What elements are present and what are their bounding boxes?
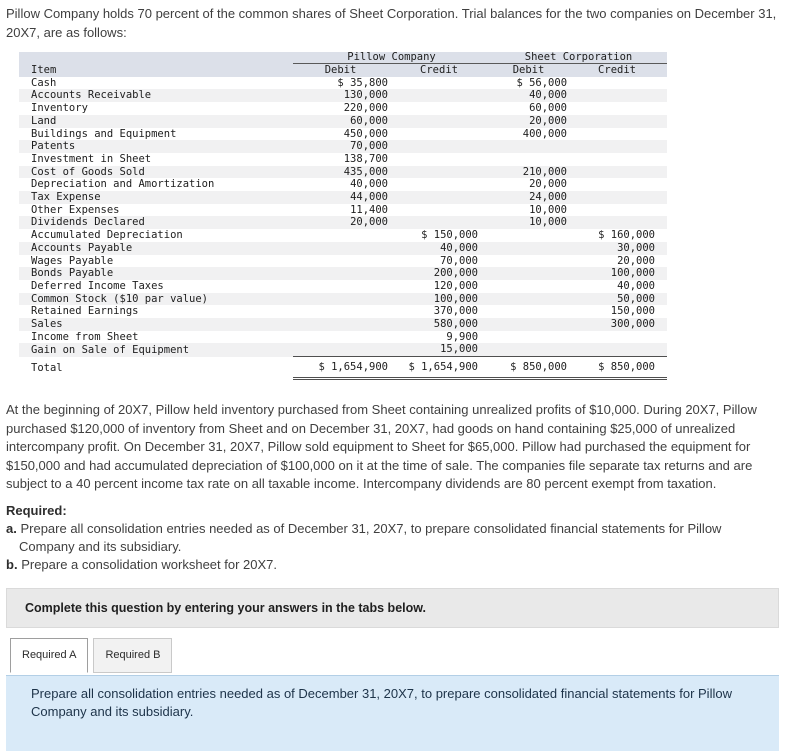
total-row [19,357,667,379]
amount-cell: 11,400 [350,203,388,216]
amount-cell [400,216,490,229]
tab-required-a[interactable] [10,638,88,673]
table-row [19,115,667,128]
amount-cell: 100,000 [610,267,656,280]
amount-cell [400,166,490,179]
amount-cell: 40,000 [350,178,388,191]
tab-panel-text: Prepare all consolidation entries needed as of December 31, 20X7, to prepare consolidated financial statements for Pillow Company and its subsidiary. [31,685,732,719]
item-cell: Inventory [31,102,88,115]
table-row [19,242,667,255]
amount-cell [490,153,579,166]
amount-cell: 370,000 [433,305,479,318]
amount-cell [293,293,400,306]
amount-cell: 400,000 [522,127,568,140]
amount-cell [579,331,667,344]
amount-cell [579,153,667,166]
amount-cell: 24,000 [529,191,568,204]
trial-balance-table-wrapper [19,52,779,380]
amount-cell [490,140,579,153]
total-pillow-credit: $ 1,654,900 [400,357,490,379]
amount-cell: 450,000 [343,127,388,140]
amount-cell [293,255,400,268]
item-cell: Wages Payable [31,254,114,267]
amount-cell: 210,000 [522,165,568,178]
amount-cell [400,115,490,128]
table-row [19,204,667,217]
amount-cell [490,242,579,255]
table-row [19,293,667,306]
amount-cell: 20,000 [350,216,388,229]
amount-cell: 120,000 [433,279,479,292]
amount-cell [293,343,400,356]
amount-cell [490,318,579,331]
item-cell: Dividends Declared [31,216,145,229]
amount-cell [579,178,667,191]
item-cell: Investment in Sheet [31,152,152,165]
amount-cell: 130,000 [343,89,388,102]
item-cell: Cost of Goods Sold [31,165,145,178]
trial-balance-table [19,52,667,380]
amount-cell [579,89,667,102]
amount-cell: $ 160,000 [598,229,656,242]
amount-cell [400,102,490,115]
amount-cell [293,267,400,280]
table-row [19,102,667,115]
item-cell: Cash [31,76,57,89]
table-row [19,153,667,166]
instruction-box [6,588,779,628]
required-section [6,502,779,574]
group-header-pillow: Pillow Company [293,52,490,64]
amount-cell [400,128,490,141]
item-cell: Accumulated Depreciation [31,229,183,242]
total-sheet-credit: $ 850,000 [579,357,667,379]
amount-cell: 60,000 [350,114,388,127]
table-row [19,331,667,344]
amount-cell [579,191,667,204]
table-row [19,89,667,102]
amount-cell: 40,000 [440,241,479,254]
amount-cell: 9,900 [446,330,479,343]
tab-panel-instruction [6,675,779,751]
amount-cell [293,318,400,331]
trial-balance-rows [19,77,667,357]
column-header-sheet-credit: Credit [598,64,636,76]
item-cell: Bonds Payable [31,267,114,280]
amount-cell: 580,000 [433,318,479,331]
amount-cell: 30,000 [617,241,656,254]
column-header-item: Item [31,63,57,76]
amount-cell [490,229,579,242]
required-item-a-text: Prepare all consolidation entries needed as of December 31, 20X7, to prepare consolidated financial statements for Pillow Company and its subsidiary. [19,520,722,554]
amount-cell: 40,000 [617,279,656,292]
required-item-b-marker: b. [6,556,18,572]
tab-required-a-label: Required A [22,649,77,662]
amount-cell [293,305,400,318]
amount-cell: 20,000 [617,254,656,267]
tab-required-b[interactable] [93,638,172,673]
table-row [19,229,667,242]
amount-cell: 435,000 [343,165,388,178]
amount-cell [579,77,667,90]
item-cell: Accounts Receivable [31,89,152,102]
group-header-sheet: Sheet Corporation [490,52,667,64]
table-row [19,128,667,141]
amount-cell: $ 56,000 [516,76,568,89]
amount-cell [400,77,490,90]
amount-cell: 150,000 [610,305,656,318]
item-cell: Accounts Payable [31,241,133,254]
item-cell: Gain on Sale of Equipment [31,343,190,356]
total-label: Total [31,361,63,374]
column-header-row [19,64,667,77]
table-row [19,191,667,204]
item-cell: Land [31,114,57,127]
group-header-spacer [19,52,293,64]
amount-cell [490,293,579,306]
amount-cell [400,140,490,153]
amount-cell [400,204,490,217]
amount-cell [490,331,579,344]
instruction-box-text: Complete this question by entering your answers in the tabs below. [25,600,426,615]
amount-cell: 100,000 [433,292,479,305]
item-cell: Retained Earnings [31,305,139,318]
amount-cell: 70,000 [440,254,479,267]
table-row [19,343,667,356]
required-item-a [6,520,779,556]
amount-cell [490,343,579,356]
table-row [19,77,667,90]
amount-cell [490,267,579,280]
amount-cell: 50,000 [617,292,656,305]
amount-cell [490,280,579,293]
amount-cell [293,229,400,242]
amount-cell: 70,000 [350,140,388,153]
tab-bar [10,638,779,673]
item-cell: Other Expenses [31,203,120,216]
column-header-sheet-debit: Debit [512,64,545,76]
table-row [19,166,667,179]
column-header-pillow-debit: Debit [324,64,357,76]
table-row [19,140,667,153]
amount-cell: 220,000 [343,102,388,115]
amount-cell [579,102,667,115]
amount-cell: 60,000 [529,102,568,115]
amount-cell: $ 35,800 [337,76,388,89]
amount-cell: 138,700 [343,152,388,165]
page [6,4,779,751]
amount-cell: 15,000 [440,343,479,356]
table-row [19,280,667,293]
table-row [19,178,667,191]
amount-cell: $ 150,000 [421,229,479,242]
amount-cell [579,204,667,217]
amount-cell: 20,000 [529,114,568,127]
item-cell: Deferred Income Taxes [31,279,164,292]
amount-cell [400,89,490,102]
amount-cell [293,242,400,255]
amount-cell: 10,000 [529,203,568,216]
table-row [19,255,667,268]
tab-required-b-label: Required B [105,649,161,662]
required-heading: Required: [6,502,67,518]
column-header-pillow-credit: Credit [420,64,458,76]
details-paragraph: At the beginning of 20X7, Pillow held inventory purchased from Sheet containing unrealized profits of $10,000. During 20X7, Pillow purchased $120,000 of inventory from Sheet and on December 31, 20X7, had goods on hand containing $25,000 of unrealized intercompany profit. On December 31, 20X7, Pillow sold equipment to Sheet for $65,000. Pillow had purchased the equipment for $150,000 and had accumulated depreciation of $100,000 on it at the time of sale. The companies file separate tax returns and are subject to a 40 percent income tax rate on all taxable income. Intercompany dividends are 80 percent exempt from taxation. [6,402,757,492]
amount-cell: 44,000 [350,191,388,204]
required-item-a-marker: a. [6,520,17,536]
amount-cell [579,128,667,141]
amount-cell: 300,000 [610,318,656,331]
item-cell: Tax Expense [31,191,101,204]
amount-cell [579,115,667,128]
table-row [19,305,667,318]
amount-cell [579,216,667,229]
amount-cell [490,255,579,268]
amount-cell: 20,000 [529,178,568,191]
amount-cell [579,166,667,179]
item-cell: Buildings and Equipment [31,127,177,140]
amount-cell [400,191,490,204]
amount-cell [400,153,490,166]
amount-cell: 200,000 [433,267,479,280]
item-cell: Income from Sheet [31,330,139,343]
total-sheet-debit: $ 850,000 [490,357,579,379]
intro-paragraph: Pillow Company holds 70 percent of the common shares of Sheet Corporation. Trial balances for the two companies on December 31, 20X7, are as follows: [6,6,777,40]
item-cell: Patents [31,140,76,153]
amount-cell [490,305,579,318]
amount-cell [579,140,667,153]
amount-cell: 10,000 [529,216,568,229]
amount-cell: 40,000 [529,89,568,102]
item-cell: Common Stock ($10 par value) [31,292,209,305]
required-item-b [6,556,779,574]
table-row [19,318,667,331]
amount-cell [293,331,400,344]
table-row [19,216,667,229]
amount-cell [400,178,490,191]
group-header-row [19,52,667,64]
item-cell: Depreciation and Amortization [31,178,215,191]
amount-cell [579,343,667,356]
amount-cell [293,280,400,293]
total-pillow-debit: $ 1,654,900 [293,357,400,379]
item-cell: Sales [31,318,63,331]
table-row [19,267,667,280]
required-item-b-text: Prepare a consolidation worksheet for 20X7. [21,556,278,572]
